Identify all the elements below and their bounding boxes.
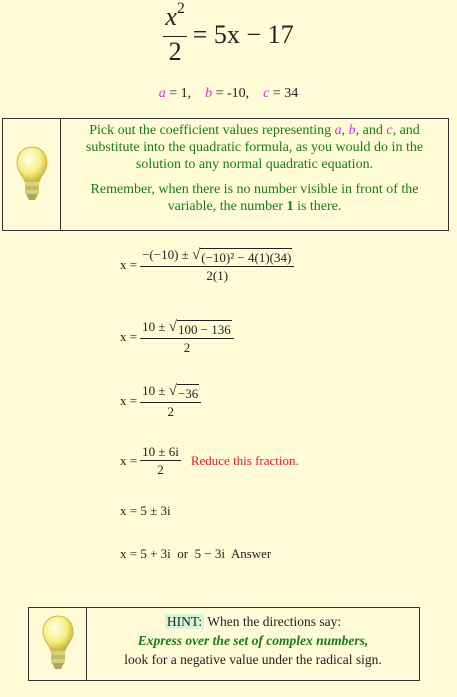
hint-line-1-text: When the directions say: xyxy=(204,614,342,629)
hint-box xyxy=(28,607,420,681)
instruction-p1-start: Pick out the coefficient values representing xyxy=(89,123,335,138)
step-5-text: x = 5 ± 3i xyxy=(120,503,171,518)
step-1-radicand: (−10)² − 4(1)(34) xyxy=(201,250,292,265)
equation-exponent: 2 xyxy=(176,0,185,18)
step-2-num: 10 ± xyxy=(142,319,169,334)
step-2-radicand: 100 − 136 xyxy=(177,322,231,337)
equation-variable: x xyxy=(165,2,177,31)
step-1-fraction: −(−10) ± √ (−10)² − 4(1)(34) 2(1) xyxy=(140,246,294,284)
step-2-fraction: 10 ± √ 100 − 136 2 xyxy=(140,318,234,356)
step-4-lhs: x = xyxy=(120,452,138,468)
step-4 xyxy=(120,443,299,478)
instruction-b: b xyxy=(348,123,356,138)
instruction-paragraph-1 xyxy=(65,122,444,173)
instruction-c: c xyxy=(386,123,393,138)
coef-a-label: a xyxy=(158,86,166,101)
hint-emphasis: Express over the set of complex numbers, xyxy=(137,633,369,648)
step-3-radicand: −36 xyxy=(177,386,199,401)
equation-denominator: 2 xyxy=(168,37,182,66)
coef-a-value: = 1, xyxy=(165,86,192,101)
answer-line: x = 5 + 3i or 5 − 3i Answer xyxy=(120,546,272,561)
reduce-note: Reduce this fraction. xyxy=(190,452,299,468)
coef-b-label: b xyxy=(205,86,213,101)
hint-bulb-cell xyxy=(29,608,87,680)
step-3-num: 10 ± xyxy=(142,383,169,398)
main-equation xyxy=(0,2,457,67)
instruction-bulb-cell xyxy=(3,119,61,230)
step-2 xyxy=(120,318,234,356)
instruction-p2-start: Remember, when there is no number visible in front of the variable, the number xyxy=(90,182,419,214)
instruction-a: a xyxy=(334,123,342,138)
lightbulb-icon xyxy=(40,613,76,675)
step-2-lhs: x = xyxy=(120,329,138,344)
step-1-den: 2(1) xyxy=(206,268,229,283)
step-5 xyxy=(120,503,171,519)
step-2-den: 2 xyxy=(183,340,191,355)
coef-c-value: = 34 xyxy=(269,86,299,101)
coefficient-values xyxy=(0,86,457,102)
hint-line-3: look for a negative value under the radical sign. xyxy=(124,652,382,667)
instruction-p2-end: is there. xyxy=(293,199,342,214)
instruction-paragraph-2 xyxy=(65,181,444,215)
step-3-den: 2 xyxy=(167,404,174,419)
equation-rhs: = 5x − 17 xyxy=(192,19,294,49)
coef-b-value: = -10, xyxy=(212,86,250,101)
instruction-p1-end: , and substitute into the quadratic formula, as you would do in the solution to any normal quadratic equation. xyxy=(85,123,424,172)
step-3-fraction: 10 ± √ −36 2 xyxy=(140,382,201,420)
step-4-num: 10 ± 6i xyxy=(142,444,179,459)
step-1-lhs: x = xyxy=(120,257,138,272)
step-6 xyxy=(120,546,271,562)
instruction-text xyxy=(61,119,448,230)
step-3 xyxy=(120,382,201,420)
equation-fraction xyxy=(163,2,186,67)
step-3-lhs: x = xyxy=(120,393,138,408)
lightbulb-icon xyxy=(14,144,50,206)
instruction-box xyxy=(2,118,449,231)
instruction-one: 1 xyxy=(286,199,294,214)
step-1-num: −(−10) ± xyxy=(142,247,193,262)
step-1 xyxy=(120,246,294,284)
step-4-den: 2 xyxy=(157,462,164,477)
hint-label: HINT: xyxy=(166,614,203,629)
hint-text xyxy=(87,608,419,680)
instruction-and: , and xyxy=(355,123,387,138)
step-4-fraction xyxy=(140,443,181,478)
coef-c-label: c xyxy=(263,86,270,101)
hint-line-1 xyxy=(87,612,419,631)
instruction-comma: , xyxy=(341,123,349,138)
